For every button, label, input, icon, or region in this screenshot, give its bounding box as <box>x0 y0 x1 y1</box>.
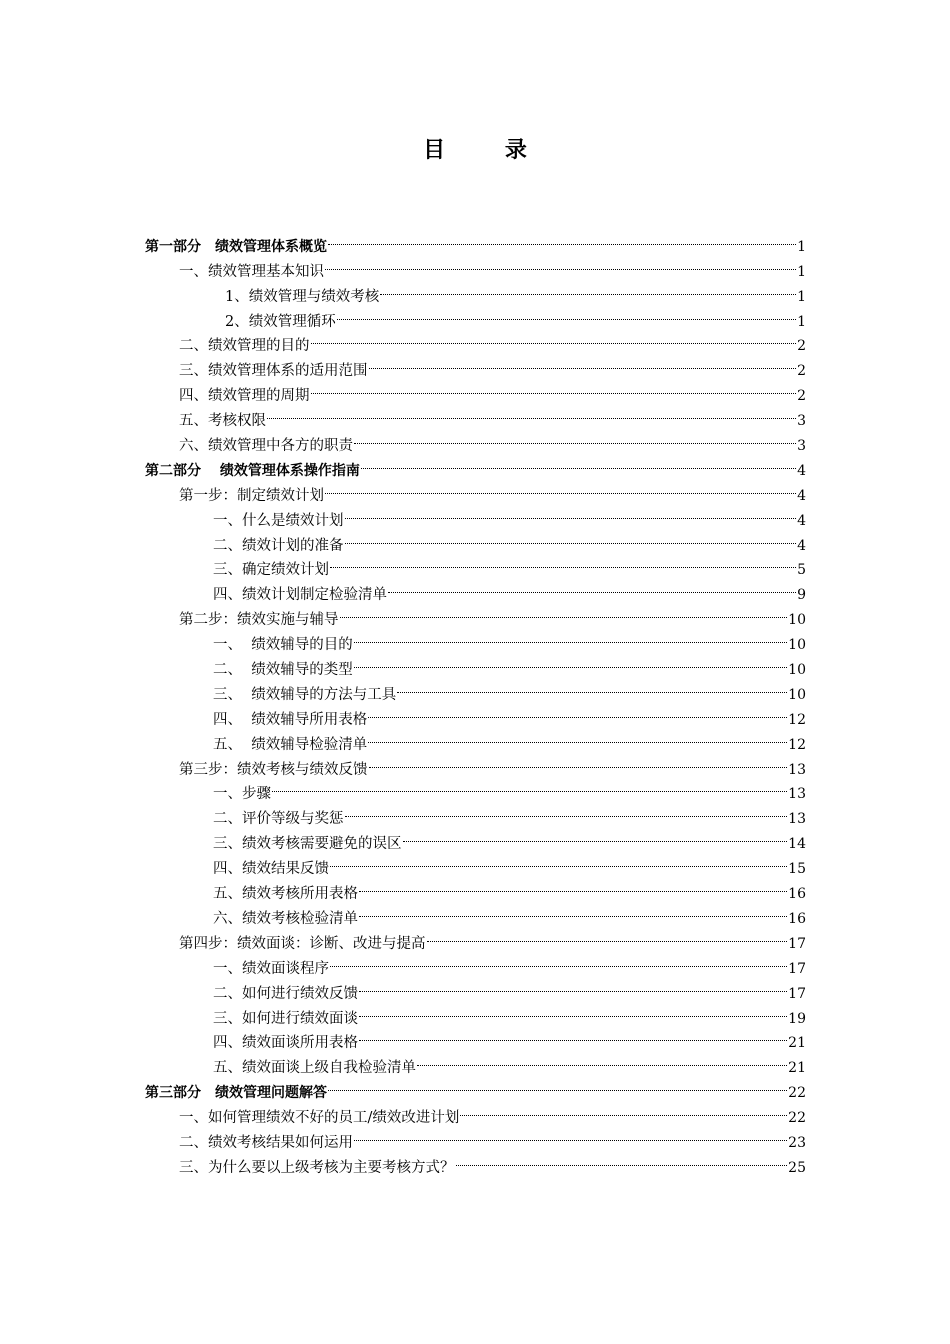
toc-entry-title: 三、如何进行绩效面谈 <box>213 1010 358 1027</box>
toc-entry-title: 一、 绩效辅导的目的 <box>213 637 353 654</box>
toc-dot-leader <box>337 301 796 326</box>
toc-dot-leader <box>330 848 787 873</box>
toc-dot-leader <box>345 525 797 550</box>
toc-entry-title: 一、绩效面谈程序 <box>213 960 329 977</box>
toc-entry-title: 五、绩效考核所用表格 <box>213 886 358 903</box>
toc-dot-leader <box>359 898 787 923</box>
toc-entry-title: 第一部分 绩效管理体系概览 <box>145 238 327 255</box>
toc-entry-title: 第一步：制定绩效计划 <box>179 487 324 504</box>
toc-dot-leader <box>345 798 788 823</box>
toc-page-number: 10 <box>788 662 806 679</box>
toc-entry-title: 三、绩效管理体系的适用范围 <box>179 363 368 380</box>
toc-page-number: 19 <box>788 1010 806 1027</box>
toc-page-number: 1 <box>797 263 806 280</box>
toc-page-number: 2 <box>797 363 806 380</box>
toc-page-number: 16 <box>788 910 806 927</box>
toc-page-number: 4 <box>797 462 806 479</box>
toc-dot-leader <box>272 774 787 799</box>
toc-page-number: 3 <box>797 438 806 455</box>
toc-page-number: 2 <box>797 388 806 405</box>
toc-page-number: 17 <box>788 985 806 1002</box>
toc-entry-title: 第二步：绩效实施与辅导 <box>179 612 339 629</box>
toc-dot-leader <box>359 1023 787 1048</box>
toc-page-number: 13 <box>788 786 806 803</box>
toc-entry-title: 第二部分 绩效管理体系操作指南 <box>145 462 360 479</box>
toc-page-number: 12 <box>788 711 806 728</box>
toc-dot-leader <box>369 749 788 774</box>
toc-dot-leader <box>340 599 788 624</box>
toc-dot-leader <box>427 923 788 948</box>
toc-page-number: 4 <box>797 487 806 504</box>
toc-page-number: 1 <box>797 238 806 255</box>
toc-entry-title: 三、确定绩效计划 <box>213 562 329 579</box>
toc-page-number: 22 <box>788 1110 806 1127</box>
toc-page-number: 15 <box>788 861 806 878</box>
toc-dot-leader <box>368 699 787 724</box>
toc-page-number: 22 <box>788 1085 806 1102</box>
toc-dot-leader <box>267 400 796 425</box>
toc-dot-leader <box>397 674 787 699</box>
toc-entry-title: 四、绩效面谈所用表格 <box>213 1035 358 1052</box>
toc-entry-title: 2、绩效管理循环 <box>225 313 336 330</box>
toc-entry-title: 五、考核权限 <box>179 413 266 430</box>
toc-entry-title: 三、绩效考核需要避免的误区 <box>213 836 402 853</box>
toc-page-number: 21 <box>788 1060 806 1077</box>
toc-page-number: 14 <box>788 836 806 853</box>
toc-entry-title: 六、绩效管理中各方的职责 <box>179 438 353 455</box>
toc-dot-leader <box>456 1147 788 1172</box>
toc-title: 目 录 <box>423 138 553 163</box>
toc-entry-title: 第三部分 绩效管理问题解答 <box>145 1085 327 1102</box>
toc-dot-leader <box>354 1122 787 1147</box>
toc-page-number: 1 <box>797 288 806 305</box>
toc-entry-title: 二、 绩效辅导的类型 <box>213 662 353 679</box>
toc-dot-leader <box>325 475 796 500</box>
toc-dot-leader <box>460 1097 787 1122</box>
toc-entry-title: 五、 绩效辅导检验清单 <box>213 736 368 753</box>
toc-dot-leader <box>354 425 796 450</box>
toc-dot-leader <box>325 251 796 276</box>
toc-dot-leader <box>369 350 797 375</box>
toc-dot-leader <box>359 973 787 998</box>
toc-entry-title: 1、绩效管理与绩效考核 <box>225 288 380 305</box>
toc-dot-leader <box>359 873 787 898</box>
toc-page-number: 10 <box>788 612 806 629</box>
toc-page-number: 13 <box>788 761 806 778</box>
toc-dot-leader <box>328 1072 787 1097</box>
toc-dot-leader <box>368 724 787 749</box>
toc-page-number: 12 <box>788 736 806 753</box>
toc-entry-title: 二、绩效考核结果如何运用 <box>179 1134 353 1151</box>
toc-entry-title: 二、绩效管理的目的 <box>179 338 310 355</box>
toc-page-number: 17 <box>788 960 806 977</box>
toc-page-number: 16 <box>788 886 806 903</box>
toc-page-number: 21 <box>788 1035 806 1052</box>
toc-dot-leader <box>380 276 796 301</box>
toc-page-number: 4 <box>797 537 806 554</box>
toc-dot-leader <box>388 574 796 599</box>
toc-entry-title: 一、绩效管理基本知识 <box>179 263 324 280</box>
toc-entry[interactable] <box>145 226 806 255</box>
toc-entry-title: 四、绩效结果反馈 <box>213 861 329 878</box>
table-of-contents <box>145 226 806 1176</box>
toc-dot-leader <box>354 624 787 649</box>
toc-entry-title: 一、如何管理绩效不好的员工/绩效改进计划 <box>179 1110 460 1127</box>
toc-dot-leader <box>403 823 788 848</box>
toc-entry-title: 二、如何进行绩效反馈 <box>213 985 358 1002</box>
toc-entry-title: 五、绩效面谈上级自我检验清单 <box>213 1060 416 1077</box>
toc-page-number: 1 <box>797 313 806 330</box>
toc-entry-title: 第三步：绩效考核与绩效反馈 <box>179 761 368 778</box>
toc-entry-title: 四、绩效管理的周期 <box>179 388 310 405</box>
toc-dot-leader <box>345 500 797 525</box>
toc-page-number: 3 <box>797 413 806 430</box>
toc-page-number: 17 <box>788 935 806 952</box>
toc-dot-leader <box>354 649 787 674</box>
toc-page-number: 9 <box>797 587 806 604</box>
toc-page-number: 10 <box>788 637 806 654</box>
toc-entry-title: 二、绩效计划的准备 <box>213 537 344 554</box>
toc-dot-leader <box>311 375 797 400</box>
toc-page-number: 10 <box>788 686 806 703</box>
toc-page-number: 23 <box>788 1134 806 1151</box>
toc-entry-title: 三、 绩效辅导的方法与工具 <box>213 686 397 703</box>
toc-entry-title: 一、步骤 <box>213 786 271 803</box>
toc-dot-leader <box>330 550 796 575</box>
toc-dot-leader <box>359 998 787 1023</box>
toc-dot-leader <box>417 1047 787 1072</box>
toc-entry-title: 三、为什么要以上级考核为主要考核方式？ <box>179 1159 455 1176</box>
toc-dot-leader <box>311 326 797 351</box>
toc-entry-title: 六、绩效考核检验清单 <box>213 910 358 927</box>
toc-entry-title: 四、 绩效辅导所用表格 <box>213 711 368 728</box>
toc-page-number: 5 <box>797 562 806 579</box>
toc-entry-title: 四、绩效计划制定检验清单 <box>213 587 387 604</box>
toc-entry-title: 第四步：绩效面谈：诊断、改进与提高 <box>179 935 426 952</box>
toc-page-number: 2 <box>797 338 806 355</box>
toc-page-number: 13 <box>788 811 806 828</box>
toc-page-number: 25 <box>788 1159 806 1176</box>
toc-dot-leader <box>328 226 796 251</box>
toc-entry-title: 一、什么是绩效计划 <box>213 512 344 529</box>
toc-page-number: 4 <box>797 512 806 529</box>
toc-dot-leader <box>330 948 787 973</box>
toc-dot-leader <box>361 450 796 475</box>
toc-entry-title: 二、评价等级与奖惩 <box>213 811 344 828</box>
